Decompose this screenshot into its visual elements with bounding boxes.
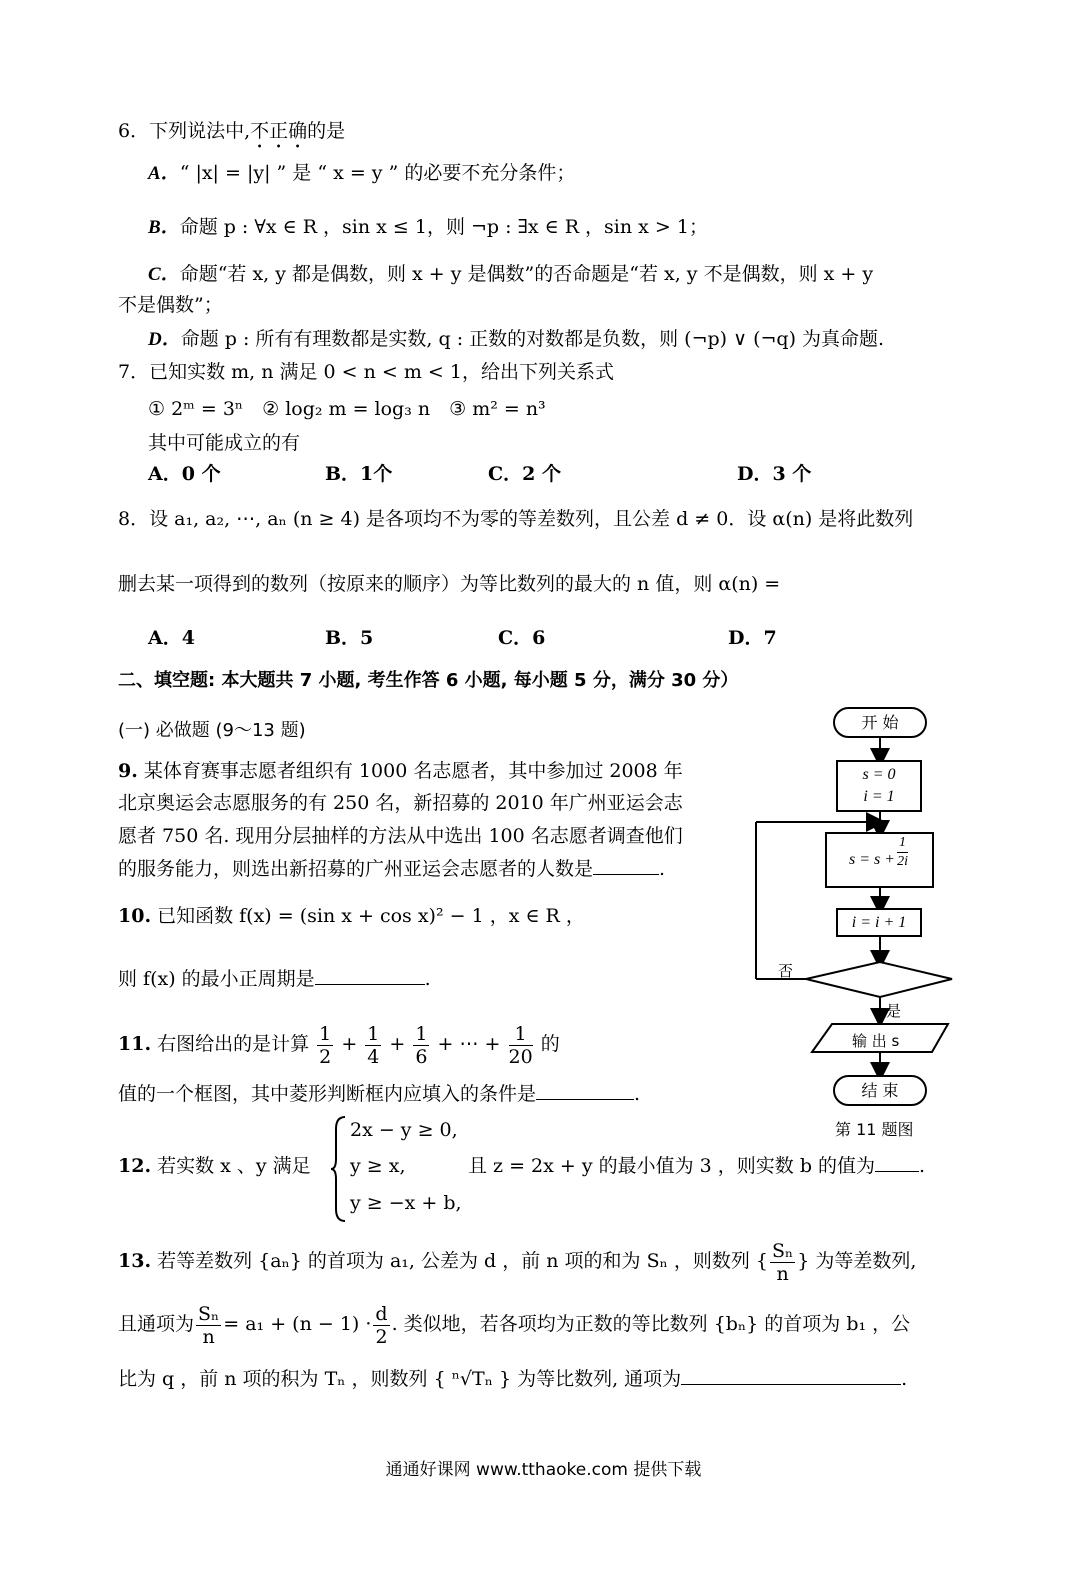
q7-option-b: B．1个 <box>325 463 393 485</box>
q10-answer-blank[interactable] <box>315 966 425 985</box>
q8-option-d: D．7 <box>728 627 777 649</box>
flow-output: 输 出 s <box>852 1032 900 1050</box>
q12-brace <box>330 1115 348 1223</box>
q9-line2: 北京奥运会志愿服务的有 250 名，新招募的 2010 年广州亚运会志 <box>118 792 683 814</box>
q9-line4: 的服务能力，则选出新招募的广州亚运会志愿者的人数是 . <box>118 858 666 880</box>
flow-start: 开 始 <box>833 707 927 738</box>
q6-emphasis: 不正确 <box>250 120 308 142</box>
q6-stem: 6．下列说法中,不正确的是 <box>118 120 346 142</box>
q13-frac-sn-2: $\frac{\text{Sₙ}}{n}$ <box>198 1302 220 1348</box>
footer-source: 通通好课网 www.tthaoke.com 提供下载 <box>385 1460 702 1480</box>
q8-line2: 删去某一项得到的数列（按原来的顺序）为等比数列的最大的 n 值，则 α(n) = <box>118 573 781 595</box>
q13-line1: 13. 若等差数列 {aₙ} 的首项为 a₁, 公差为 d ，前 n 项的和为 Sₙ ，则数列 { $\frac{\text{Sₙ}}{n}$ } 为等差数列, <box>118 1239 917 1285</box>
q10-line2: 则 f(x) 的最小正周期是 . <box>118 968 431 990</box>
q11-frac-1: $\frac{1}{2}$ <box>319 1022 332 1068</box>
q6-option-c-cont: 不是偶数”； <box>118 294 223 316</box>
q9-line3: 愿者 750 名. 现用分层抽样的方法从中选出 100 名志愿者调查他们 <box>118 825 683 847</box>
q13-answer-blank[interactable] <box>681 1366 901 1385</box>
flow-init: s = 0 i = 1 <box>836 760 922 812</box>
section2-sub: (一) 必做题 (9～13 题) <box>118 720 306 741</box>
q7-sub: 其中可能成立的有 <box>148 432 301 454</box>
q6-option-d: D．命题 p : 所有有理数都是实数, q : 正数的对数都是负数，则 (¬p) ∨ (¬q) 为真命题. <box>148 328 885 350</box>
q12-pre: 12. 若实数 x 、y 满足 <box>118 1155 311 1177</box>
decision-diamond <box>806 962 952 997</box>
q8-option-c: C．6 <box>498 627 546 649</box>
section2-title: 二、填空题: 本大题共 7 小题, 考生作答 6 小题, 每小题 5 分，满分 30 分） <box>118 670 739 691</box>
q7-option-d: D．3 个 <box>737 463 812 485</box>
q8-option-a: A．4 <box>148 627 195 649</box>
q13-line2: 且通项为 $\frac{\text{Sₙ}}{n}$ = a₁ + (n − 1) · $\frac{d}{2}$ . 类似地，若各项均为正数的等比数列 {bₙ} 的首项为 b₁ ，公 <box>118 1302 911 1348</box>
q7-stem: 7．已知实数 m, n 满足 0 < n < m < 1，给出下列关系式 <box>118 361 614 383</box>
flow-increment: i = i + 1 <box>836 908 922 937</box>
q9-answer-blank[interactable] <box>593 856 659 875</box>
q8-line1: 8．设 a₁, a₂, ⋯, aₙ (n ≥ 4) 是各项均不为零的等差数列，且公差 d ≠ 0．设 α(n) 是将此数列 <box>118 508 914 530</box>
flow-update: s = s + $\frac{1}{2i}$ <box>825 832 934 888</box>
flow-end: 结 束 <box>833 1075 927 1106</box>
q6-option-a: A．“ |x| = |y| ” 是 “ x = y ” 的必要不充分条件； <box>148 162 576 184</box>
flow-yes-label: 是 <box>886 1002 902 1020</box>
q12-constraint-2: y ≥ x, <box>350 1155 406 1177</box>
flowchart-caption: 第 11 题图 <box>835 1120 914 1139</box>
q9-line1: 9. 某体育赛事志愿者组织有 1000 名志愿者，其中参加过 2008 年 <box>118 760 683 782</box>
q13-line3: 比为 q ，前 n 项的积为 Tₙ ，则数列 { ⁿ√Tₙ } 为等比数列, 通项为 . <box>118 1368 908 1390</box>
q6-option-b: B．命题 p : ∀x ∈ R ，sin x ≤ 1，则 ¬p : ∃x ∈ R ，sin x > 1； <box>148 216 708 238</box>
q12-constraint-1: 2x − y ≥ 0, <box>350 1119 458 1141</box>
q12-answer-blank[interactable] <box>875 1153 919 1172</box>
q13-frac-d2: $\frac{d}{2}$ <box>375 1302 388 1348</box>
q11-answer-blank[interactable] <box>536 1081 634 1100</box>
q11-frac-4: $\frac{1}{20}$ <box>508 1022 533 1068</box>
q6-option-c: C．命题“若 x, y 都是偶数，则 x + y 是偶数”的否命题是“若 x, y 不是偶数，则 x + y <box>148 263 874 285</box>
q11-frac-2: $\frac{1}{4}$ <box>367 1022 380 1068</box>
q12-post: 且 z = 2x + y 的最小值为 3 ，则实数 b 的值为 . <box>468 1155 926 1177</box>
q10-line1: 10. 已知函数 f(x) = (sin x + cos x)² − 1 ，x ∈ R ， <box>118 905 585 927</box>
q11-line1: 11. 右图给出的是计算 $\frac{1}{2}$ + $\frac{1}{4}$ + $\frac{1}{6}$ + ⋯ + $\frac{1}{20}$ 的 <box>118 1022 560 1068</box>
q13-frac-sn: $\frac{\text{Sₙ}}{n}$ <box>771 1239 794 1285</box>
flow-no-label: 否 <box>778 962 794 980</box>
q11-line2: 值的一个框图，其中菱形判断框内应填入的条件是 . <box>118 1083 641 1105</box>
q11-frac-3: $\frac{1}{6}$ <box>415 1022 428 1068</box>
q8-option-b: B．5 <box>325 627 374 649</box>
q7-relations: ① 2ᵐ = 3ⁿ ② log₂ m = log₃ n ③ m² = n³ <box>148 398 546 420</box>
q12-constraint-3: y ≥ −x + b, <box>350 1192 462 1214</box>
q7-option-c: C．2 个 <box>488 463 561 485</box>
q7-option-a: A．0 个 <box>148 463 221 485</box>
